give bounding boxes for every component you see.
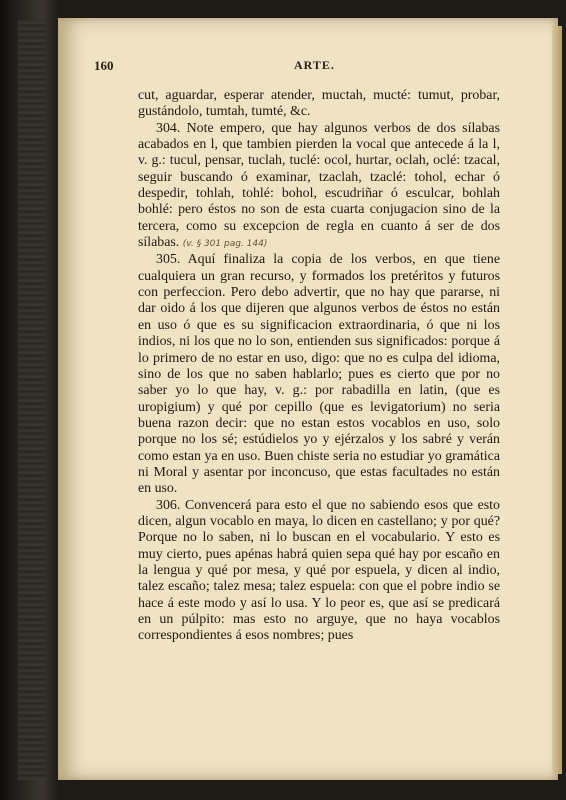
paragraph-304 [138,121,500,253]
book-binding [0,0,60,800]
page-edge [552,26,562,774]
body-text [138,88,500,645]
binding-spine-pattern [18,20,46,780]
page-number: 160 [94,58,114,73]
handwritten-annotation: (v. § 301 pag. 144) [182,239,268,250]
paragraph-305: 305. Aquí finaliza la copia de los verbos, en que tiene cualquiera un gran recurso, y formados los pretéritos y futuros con perfeccion. Pero debo advertir, que no hay que pararse, ni dar oido á los que dijeren que algunos verbos de éstos no están en uso ó que es su significacion extraordinaria, ó que ni los indios, ni los que no lo son, entienden sus significados: porque á lo primero de no estar en uso, digo: que no es culpa del idioma, sino de los que no saben hablarlo; pues es cierto que por no saber yo lo que hay, v. g.: por rabadilla en latin, (que es uropigium) y qué por cepillo (que es levigatorium) no seria buena razon decir: que no estan estos vocablos en uso, solo porque no los sé; estúdielos yo y ejérzalos y los sabré y verán como estan ya en uso. Buen chiste seria no estudiar yo gramática ni Moral y asentar por inconcuso, que estas facultades no están en uso. [138,252,500,497]
running-title: ARTE. [294,58,335,72]
paragraph-continuation: cut, aguardar, esperar atender, muctah, mucté: tumut, probar, gustándolo, tumtah, tumté, &c. [138,88,500,120]
page-header [94,58,514,78]
paragraph-306: 306. Convencerá para esto el que no sabiendo esos que esto dicen, algun vocablo en maya, lo dicen en castellano; y por qué? Porque no lo saben, ni lo buscan en el vocabulario. Y esto es muy cierto, pues apénas habrá quien sepa qué hay por escaño en la lengua y qué por mesa, y qué por espuela, y dicen al indio, talez escaño; talez mesa; talez espuela: con que el pobre indio se hace á este modo y así lo usa. Y lo peor es, que así se predicará en un púlpito: mas esto no arguye, que no haya vocablos correspondientes á esos nombres; pues [138,497,500,644]
paragraph-304-text: 304. Note empero, que hay algunos verbos de dos sílabas acabados en l, que tambien pierden la vocal que antecede á la l, v. g.: tucul, pensar, tuclah, tuclé: ocol, hurtar, oclah, oclé: tzacal, seguir buscando ó examinar, tzaclah, tzaclé: tohol, echar ó despedir, tohlah, tohlé: bohol, escudriñar ó esculcar, bohlah bohlé: pero éstos no son de esta cuarta conjugacion sino de la tercera, como su excepcion de regla en cuanto á ser de dos sílabas. [138,120,500,251]
